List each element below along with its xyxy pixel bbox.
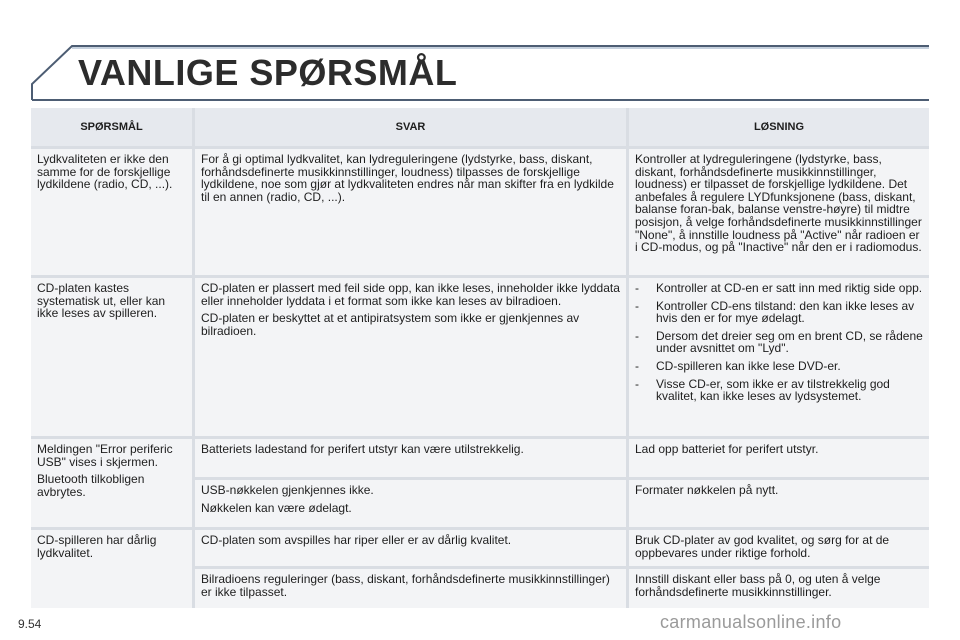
column-header-answer: SVAR (195, 108, 626, 146)
table-row (195, 569, 929, 608)
list-item: - Kontroller CD-ens tilstand: den kan ikke leses av hvis den er for mye ødelagt. (635, 300, 923, 325)
answer-text: CD-platen som avspilles har riper eller er av dårlig kvalitet. (201, 533, 512, 547)
table-header-row (31, 108, 929, 146)
solution-text: Formater nøkkelen på nytt. (635, 483, 779, 497)
column-header-solution: LØSNING (629, 108, 929, 146)
answer-cell (195, 278, 626, 436)
solution-text: Innstill diskant eller bass på 0, og uten å velge forhåndsdefinerte musikkinnstillinger. (635, 572, 881, 599)
solution-cell (629, 149, 929, 275)
table-row (195, 480, 929, 527)
solution-text: Lad opp batteriet for perifert utstyr. (635, 442, 819, 456)
answer-text: Batteriets ladestand for perifert utstyr kan være utilstrekkelig. (201, 442, 524, 456)
question-cell (31, 278, 192, 436)
question-text: CD-spilleren har dårlig lydkvalitet. (37, 533, 157, 560)
solution-cell (629, 278, 929, 436)
answer-cell (195, 439, 626, 477)
table-row (31, 278, 929, 436)
solution-cell (629, 439, 929, 477)
question-cell (31, 149, 192, 275)
list-item: - Dersom det dreier seg om en brent CD, se rådene under avsnittet om "Lyd". (635, 330, 923, 355)
answer-text: CD-platen er beskyttet at et antipiratsystem som ikke er gjenkjennes av bilradioen. (201, 311, 580, 338)
list-item: - Visse CD-er, som ikke er av tilstrekkelig god kvalitet, kan ikke leses av lydsystemet. (635, 378, 923, 403)
answer-cell (195, 149, 626, 275)
faq-table (31, 108, 929, 608)
answer-cell (195, 530, 626, 566)
solution-text: Bruk CD-plater av god kvalitet, og sørg for at de oppbevares under riktige forhold. (635, 533, 890, 560)
answer-cell (195, 569, 626, 608)
solution-cell (629, 530, 929, 566)
question-text: Meldingen "Error periferic USB" vises i skjermen. (37, 442, 173, 469)
question-cell (31, 530, 192, 608)
page-title: VANLIGE SPØRSMÅL (78, 52, 458, 93)
watermark: carmanualsonline.info (660, 612, 842, 632)
column-header-question: SPØRSMÅL (31, 108, 192, 146)
answer-text: Nøkkelen kan være ødelagt. (201, 500, 352, 515)
question-text: CD-platen kastes systematisk ut, eller kan ikke leses av spilleren. (37, 281, 166, 321)
table-row (31, 149, 929, 275)
question-text: Bluetooth tilkobligen avbrytes. (37, 472, 145, 499)
solution-list (635, 282, 923, 403)
answer-text: Bilradioens reguleringer (bass, diskant, forhåndsdefinerte musikkinnstillinger) er ikke tilpasset. (201, 572, 610, 599)
page-header (0, 0, 960, 110)
solution-cell (629, 569, 929, 608)
question-text: Lydkvaliteten er ikke den samme for de forskjellige lydkildene (radio, CD, ...). (37, 152, 173, 192)
list-item: - Kontroller at CD-en er satt inn med riktig side opp. (635, 282, 923, 295)
answer-cell (195, 480, 626, 527)
answer-text: For å gi optimal lydkvalitet, kan lydreguleringene (lydstyrke, bass, diskant, forhåndsdefinerte musikkinnstillinger, loudness) tilpasses de forskjellige lydkildene, noe som gjør at lydkvaliteten endres når man skifter fra en lydkilde til en annen (radio, CD, ...). (201, 152, 614, 204)
solution-text: Kontroller at lydreguleringene (lydstyrke, bass, diskant, forhåndsdefinerte musikkinnstillinger, loudness) er tilpasset de forskjellige lydkildene. Det anbefales å regulere LYDfunksjonene (bass, diskant, balanse foran-bak, balanse venstre-høyre) til midtre posisjon, å velge forhåndsdefinerte musikkinnstillinger "None", å innstille loudness på "Active" når radioen er i CD-modus, og på "Inactive" når den er i radiomodus. (635, 152, 922, 255)
page-number: 9.54 (18, 617, 42, 631)
solution-cell (629, 480, 929, 527)
list-item: - CD-spilleren kan ikke lese DVD-er. (635, 360, 923, 373)
question-cell (31, 439, 192, 527)
answer-text: CD-platen er plassert med feil side opp, kan ikke leses, inneholder ikke lyddata eller inneholder lyddata i et format som ikke kan leses av bilradioen. (201, 281, 620, 308)
answer-text: USB-nøkkelen gjenkjennes ikke. (201, 483, 374, 497)
